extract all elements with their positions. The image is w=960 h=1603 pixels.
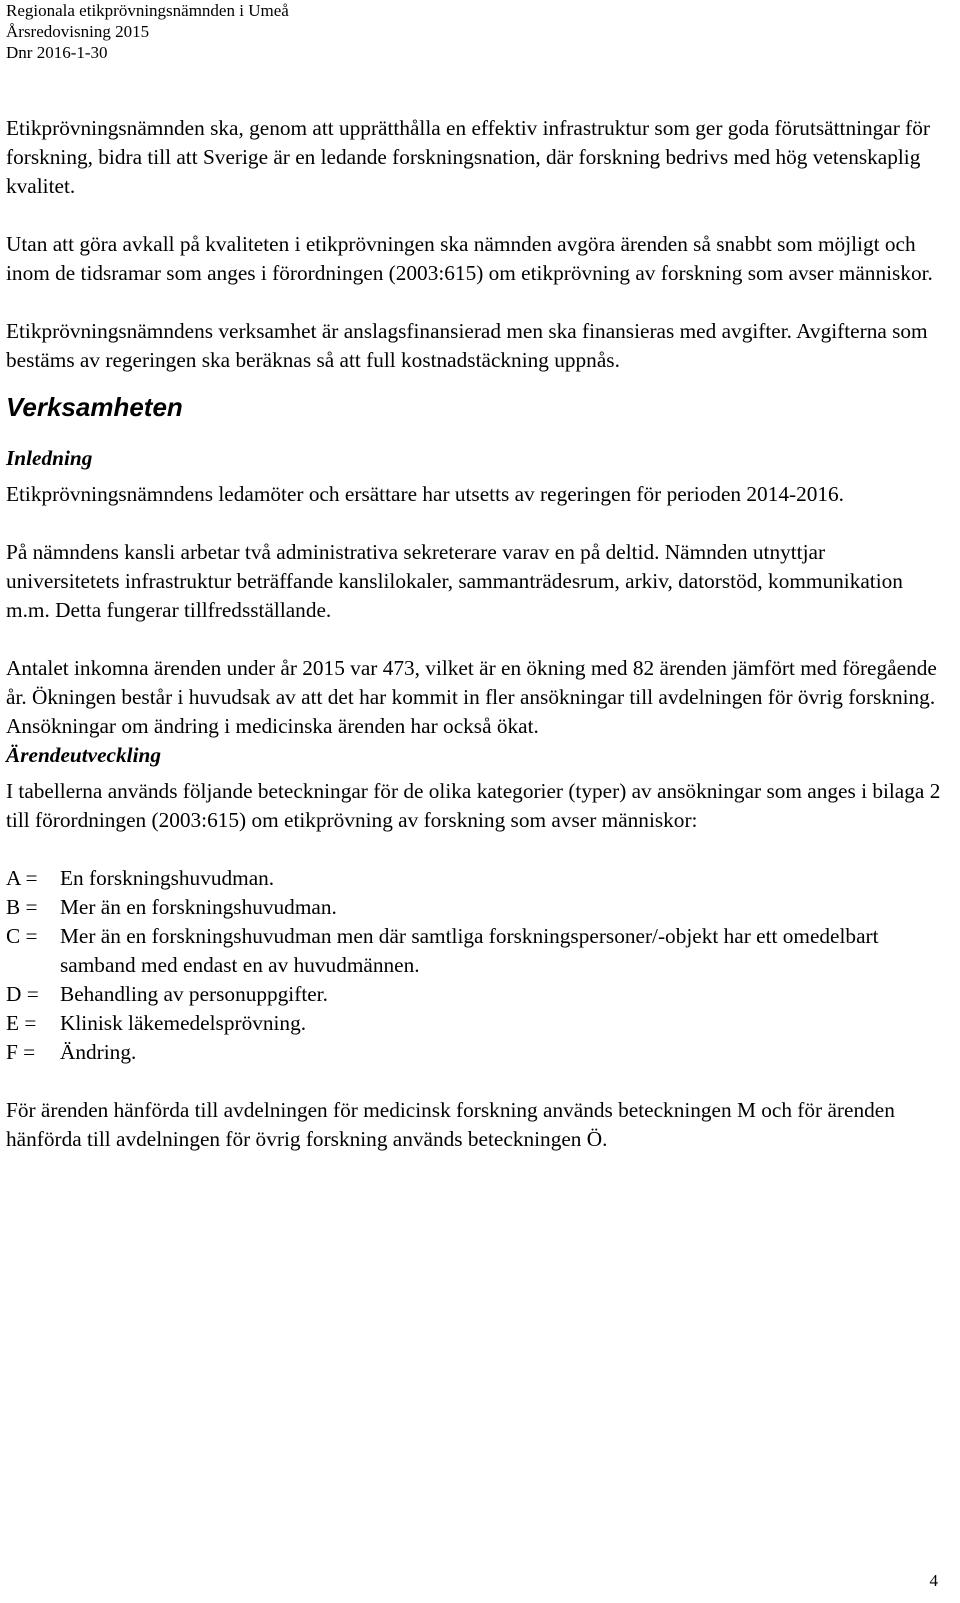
definition-item xyxy=(6,980,941,1009)
definition-value: Mer än en forskningshuvudman men där samtliga forskningspersoner/-objekt har ett omedelbart samband med endast en av huvudmännen. xyxy=(60,924,879,977)
definition-key: F = xyxy=(6,1040,36,1064)
verksamheten-paragraph-3: Antalet inkomna ärenden under år 2015 var 473, vilket är en ökning med 82 ärenden jämfört med föregående år. Ökningen består i huvudsak av att det har kommit in fler ansökningar till avdelningen för övrig forskning. Ansökningar om ändring i medicinska ärenden har också ökat. xyxy=(6,656,937,738)
subheading-inledning: Inledning xyxy=(6,446,93,470)
category-definition-list xyxy=(6,864,941,1067)
definition-value: En forskningshuvudman. xyxy=(60,866,275,890)
intro-paragraph-2: Utan att göra avkall på kvaliteten i etikprövningen ska nämnden avgöra ärenden så snabbt som möjligt och inom de tidsramar som anges i förordningen (2003:615) om etikprövning av forskning som avser människor. xyxy=(6,232,933,285)
definition-key: C = xyxy=(6,924,38,948)
definition-item xyxy=(6,864,941,893)
page-number: 4 xyxy=(929,1571,938,1590)
verksamheten-paragraph-2: På nämndens kansli arbetar två administrativa sekreterare varav en på deltid. Nämnden utnyttjar universitetets infrastruktur beträffande kanslilokaler, sammanträdesrum, arkiv, datorstöd, kommunikation m.m. Detta fungerar tillfredsställande. xyxy=(6,540,903,622)
arendeutveckling-paragraph-1: I tabellerna används följande beteckningar för de olika kategorier (typer) av ansökningar som anges i bilaga 2 till förordningen (2003:615) om etikprövning av forskning som avser människor: xyxy=(6,779,941,832)
definition-key: D = xyxy=(6,982,39,1006)
definition-key: A = xyxy=(6,866,38,890)
definition-value: Klinisk läkemedelsprövning. xyxy=(60,1011,307,1035)
intro-paragraph-1: Etikprövningsnämnden ska, genom att upprätthålla en effektiv infrastruktur som ger goda förutsättningar för forskning, bidra till att Sverige är en ledande forskningsnation, där forskning bedrivs med hög vetenskaplig kvalitet. xyxy=(6,116,931,198)
definition-value: Ändring. xyxy=(60,1040,137,1064)
subheading-arendeutveckling: Ärendeutveckling xyxy=(6,743,161,767)
definition-value: Behandling av personuppgifter. xyxy=(60,982,328,1006)
arendeutveckling-paragraph-2: För ärenden hänförda till avdelningen för medicinsk forskning används beteckningen M och för ärenden hänförda till avdelningen för övrig forskning används beteckningen Ö. xyxy=(6,1098,895,1151)
definition-item xyxy=(6,922,941,980)
document-header xyxy=(6,0,289,63)
definition-value: Mer än en forskningshuvudman. xyxy=(60,895,337,919)
definition-key: B = xyxy=(6,895,38,919)
definition-item xyxy=(6,893,941,922)
definition-item xyxy=(6,1009,941,1038)
document-body xyxy=(6,114,941,1154)
section-heading-verksamheten: Verksamheten xyxy=(6,392,183,422)
header-registration-number: Dnr 2016-1-30 xyxy=(6,43,108,62)
intro-paragraph-3: Etikprövningsnämndens verksamhet är anslagsfinansierad men ska finansieras med avgifter. Avgifterna som bestäms av regeringen ska beräknas så att full kostnadstäckning uppnås. xyxy=(6,319,928,372)
definition-key: E = xyxy=(6,1011,37,1035)
definition-item xyxy=(6,1038,941,1067)
header-organization: Regionala etikprövningsnämnden i Umeå xyxy=(6,1,289,20)
header-report-title: Årsredovisning 2015 xyxy=(6,22,150,41)
verksamheten-paragraph-1: Etikprövningsnämndens ledamöter och ersättare har utsetts av regeringen för perioden 2014-2016. xyxy=(6,482,845,506)
